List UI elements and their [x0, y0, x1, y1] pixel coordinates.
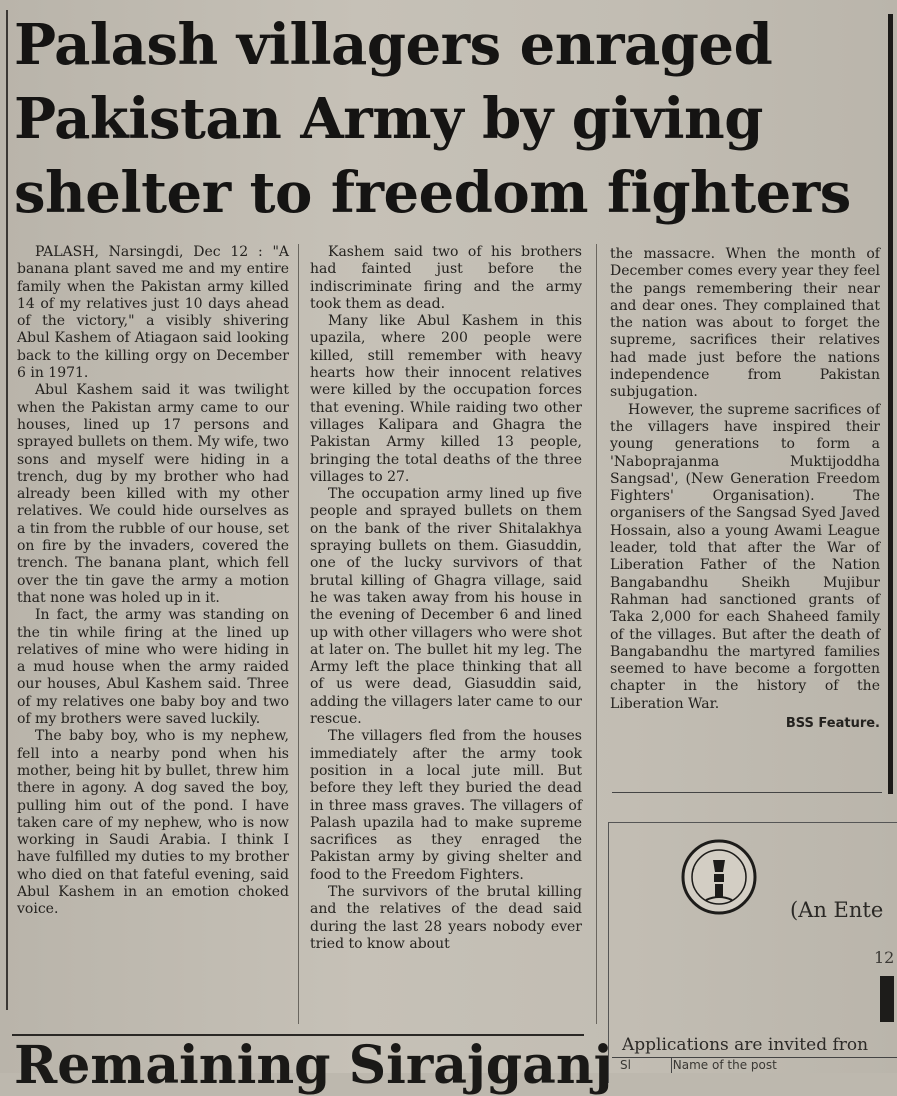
- column-divider: [596, 244, 597, 1024]
- paragraph: PALASH, Narsingdi, Dec 12 : "A banana plant saved me and my entire family when the Pakistan army killed 14 of my relatives just 10 days ahead of the victory," a visibly shivering Abul Kashem of Atiagaon said looking back to the killing orgy on December 6 in 1971.: [17, 244, 289, 382]
- headline-line-3: shelter to freedom fighters: [14, 160, 851, 226]
- table-header-sl: Sl: [620, 1058, 631, 1072]
- left-column-rule: [6, 10, 8, 1010]
- paragraph: Many like Abul Kashem in this upazila, where 200 people were killed, still remember with heavy hearts how their innocent relatives were killed by the occupation forces that evening. While raiding two other villages Kalipara and Ghagra the Pakistan Army killed 13 people, bringing the total deaths of the three villages to 27.: [310, 313, 582, 485]
- paragraph: The villagers fled from the houses immediately after the army took position in a local jute mill. But before they left they buried the dead in three mass graves. The villagers of Palash upazila had to make supreme sacrifices as they enraged the Pakistan army by giving shelter and food to the Freedom Fighters.: [310, 728, 582, 883]
- article-column-2: [310, 244, 582, 953]
- right-box-border: [888, 14, 893, 794]
- column-divider: [298, 244, 299, 1024]
- article-headline: [14, 8, 884, 230]
- paragraph: Kashem said two of his brothers had fainted just before the indiscriminate firing and the army took them as dead.: [310, 244, 582, 312]
- paragraph: The survivors of the brutal killing and the relatives of the dead said during the last 28 years nobody ever tried to know about: [310, 883, 582, 952]
- headline-line-2: Pakistan Army by giving: [14, 86, 763, 152]
- paragraph: The baby boy, who is my nephew, fell into a nearby pond when his mother, being hit by bullet, threw him there in agony. A dog saved the boy, pulling him out of the pond. I have taken care of my nephew, who is now working in Saudi Arabia. I think I have fulfilled my duties to my brother who died on that fateful evening, said Abul Kashem in an emotion choked voice.: [17, 728, 289, 918]
- emblem-seal-icon: [680, 838, 758, 916]
- advert-heading-fragment: [880, 976, 894, 1022]
- paragraph: The occupation army lined up five people and sprayed bullets on them on the bank of the river Shitalakhya spraying bullets on them. Giasuddin, one of the lucky survivors of that brutal killing of Ghagra village, said he was taken away from his house in the evening of December 6 and lined up with other villagers who were shot at later on. The bullet hit my leg. The Army left the place thinking that all of us were dead, Giasuddin said, adding the villagers later came to our rescue.: [310, 486, 582, 728]
- byline: BSS Feature.: [785, 716, 880, 732]
- headline-line-1: Palash villagers enraged: [14, 12, 773, 78]
- paragraph: Abul Kashem said it was twilight when the Pakistan army came to our houses, lined up 17 persons and sprayed bullets on them. My wife, two sons and myself were hiding in a trench, dug by my brother who had already been killed with my other relatives. We could hide ourselves as a tin from the rubble of our house, set on fire by the invaders, covered the trench. The banana plant, which fell over the tin gave the army a motion that none was holed up in it.: [17, 382, 289, 606]
- advert-top-rule: [612, 792, 882, 793]
- paragraph: the massacre. When the month of December comes every year they feel the pangs remembering their near and dear ones. They complained that the nation was about to forget the supreme, sacrifices their relatives had made just before the nations independence from Pakistan subjugation.: [610, 246, 880, 401]
- advert-subtitle: (An Ente: [790, 898, 884, 922]
- paragraph: In fact, the army was standing on the tin while firing at the lined up relatives of mine who were hiding in a mud house when the army raided our houses, Abul Kashem said. Three of my relatives one baby boy and two of my brothers were saved luckily.: [17, 607, 289, 728]
- article-column-1: [17, 244, 289, 919]
- advert-number: 12: [874, 948, 895, 967]
- article-column-3: [610, 246, 880, 732]
- table-header-post: Name of the post: [672, 1058, 777, 1072]
- advert-table-header: [620, 1058, 795, 1072]
- paragraph: However, the supreme sacrifices of the villagers have inspired their young generations to form a 'Naboprajanma Muktijoddha Sangsad', (New Generation Freedom Fighters' Organisation). The organisers of the Sangsad Syed Javed Hossain, also a young Awami League leader, told that after the War of Liberation Father of the Nation Bangabandhu Sheikh Mujibur Rahman had sanctioned grants of Taka 2,000 for each Shaheed family of the villages. But after the death of Bangabandhu the martyred families seemed to have become a forgotten chapter in the history of the Liberation War.: [610, 401, 880, 712]
- advert-applications-text: Applications are invited fron: [622, 1035, 869, 1055]
- next-article-headline: Remaining Sirajganj: [14, 1035, 613, 1096]
